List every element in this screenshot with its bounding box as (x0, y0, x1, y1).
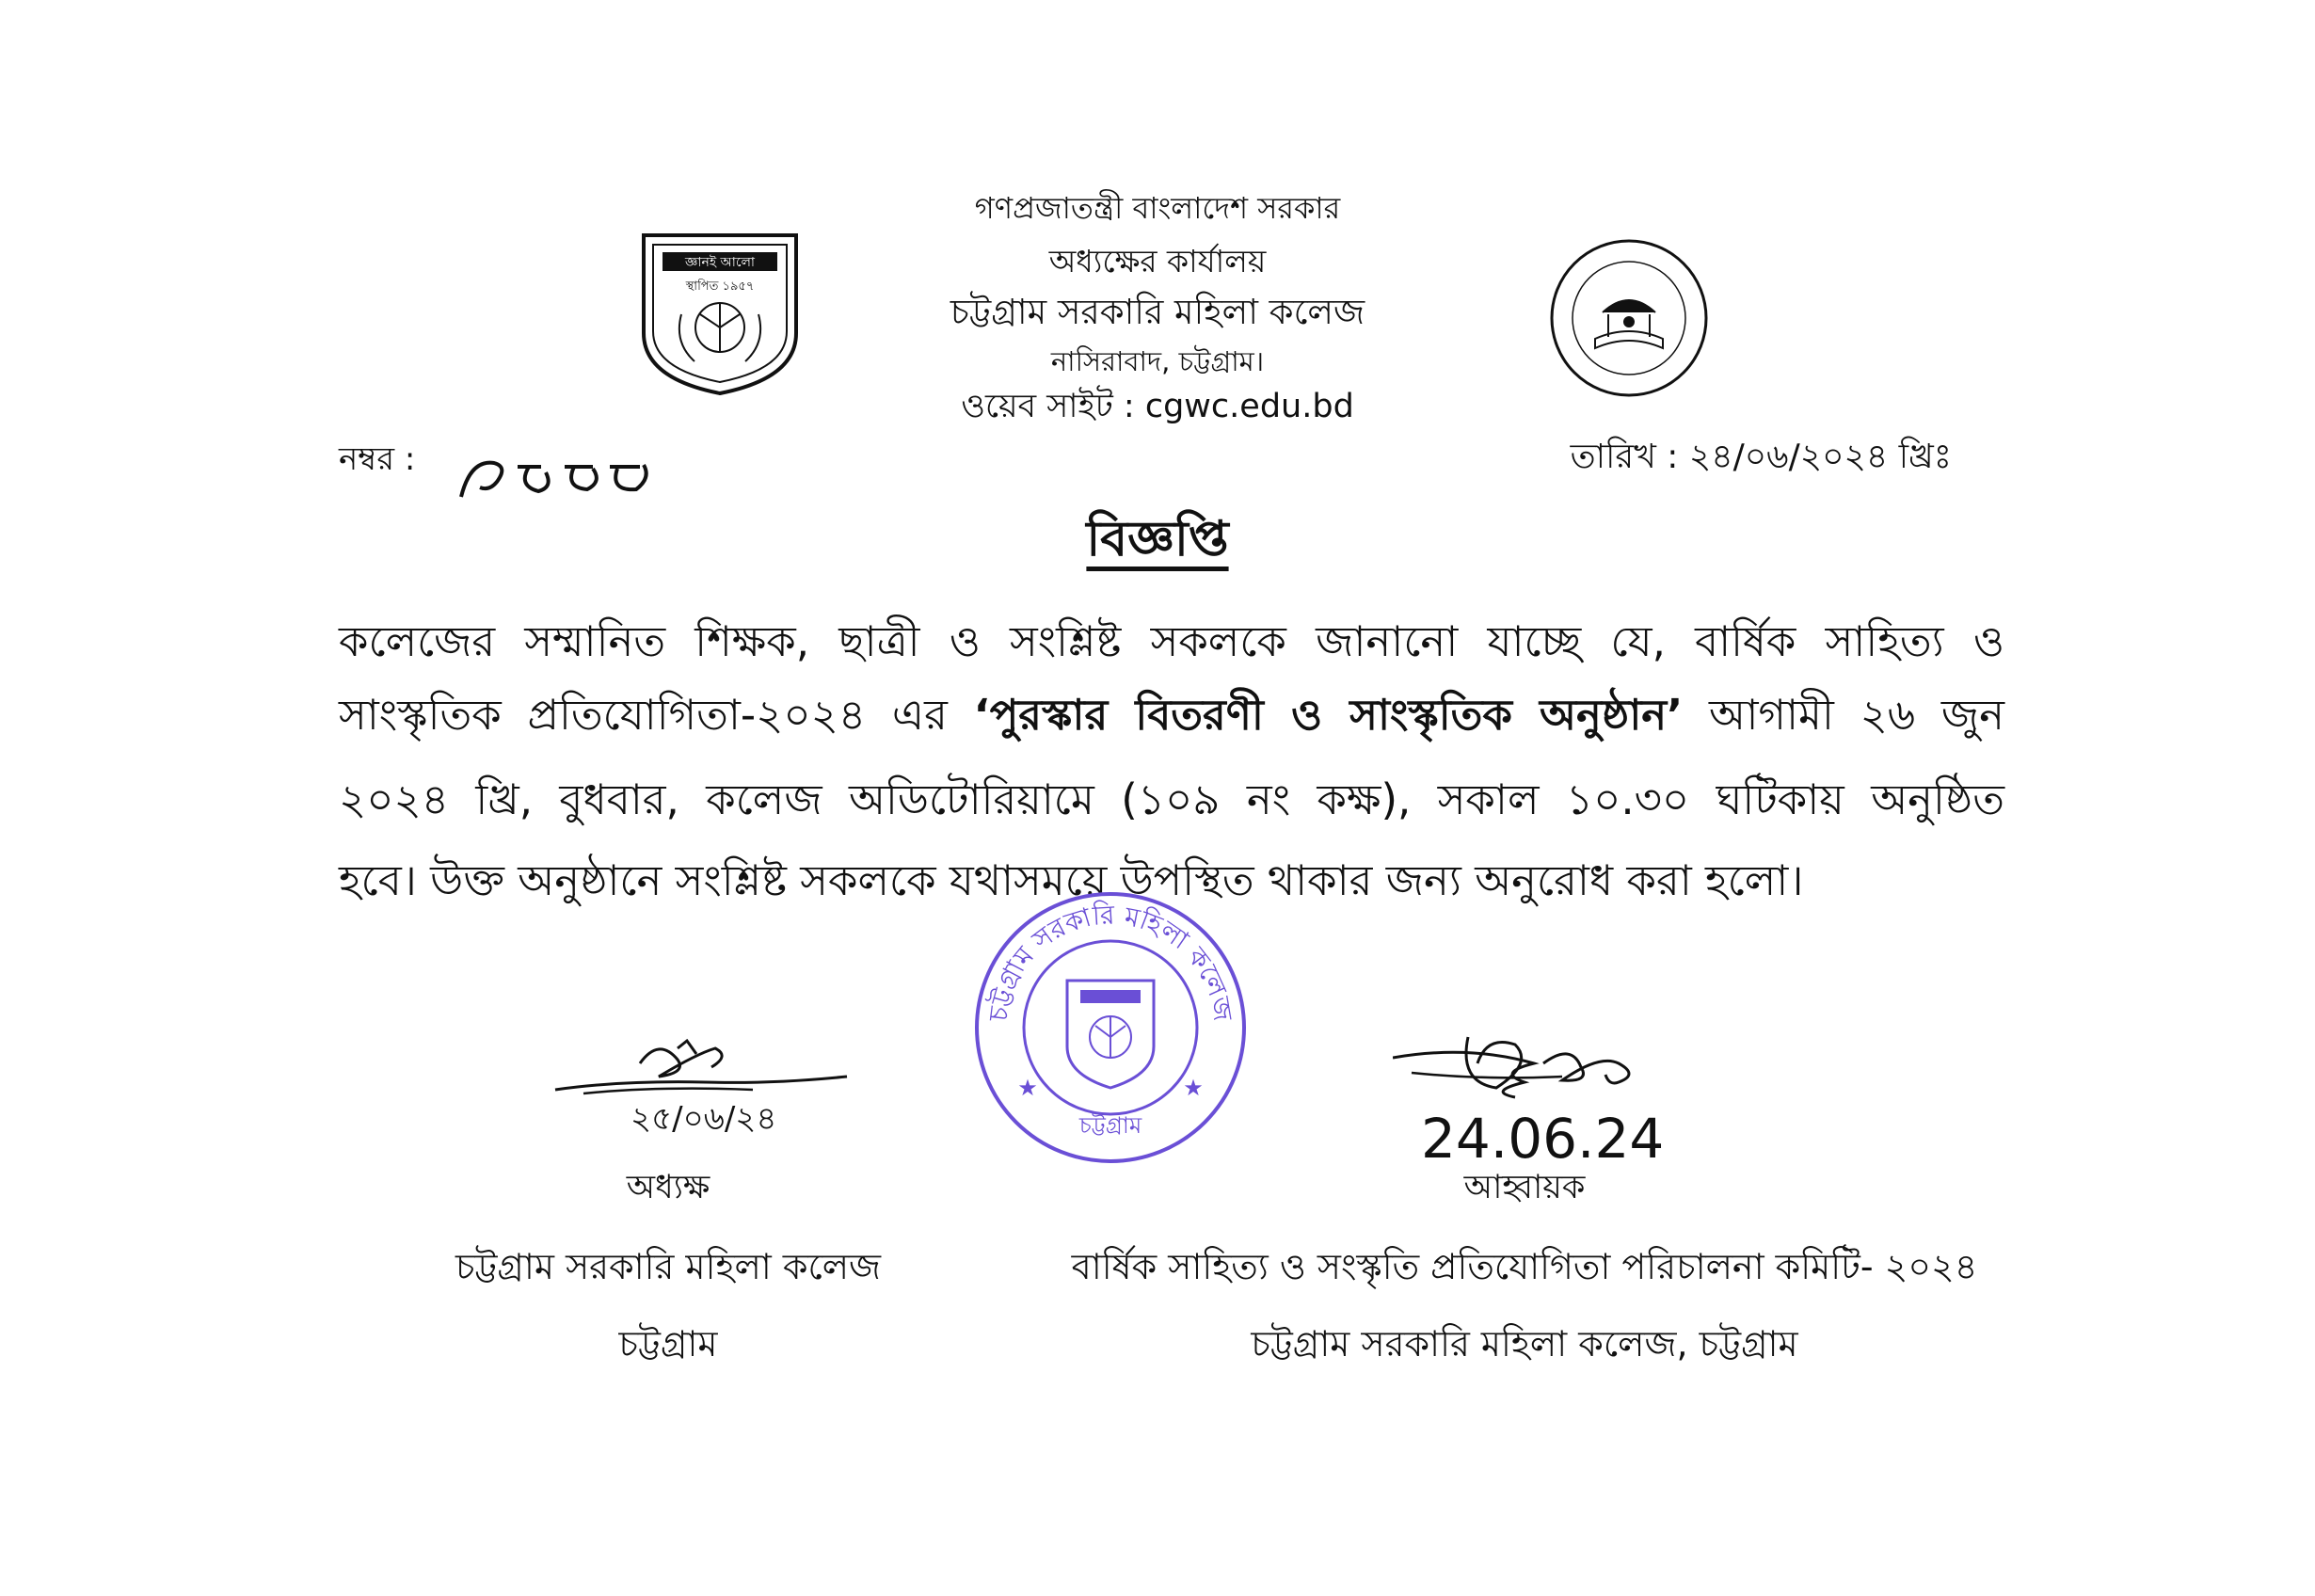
svg-text:24.06.24: 24.06.24 (1421, 1107, 1665, 1167)
body-line-2-end: আগামী ২৬ জুন (1683, 690, 2005, 740)
event-name: ‘পুরস্কার বিতরণী ও সাংস্কৃতিক অনুষ্ঠান’ (973, 690, 1684, 740)
header-website: ওয়েব সাইট : cgwc.edu.bd (961, 388, 1354, 425)
header-college-name: চট্টগ্রাম সরকারি মহিলা কলেজ (950, 292, 1365, 332)
memo-number-label: নম্বর : (339, 440, 416, 478)
memo-date: তারিখ : ২৪/০৬/২০২৪ খ্রিঃ (1570, 438, 1952, 476)
principal-college: চট্টগ্রাম সরকারি মহিলা কলেজ (455, 1246, 882, 1287)
notice-body-line-3: ২০২৪ খ্রি, বুধবার, কলেজ অডিটোরিয়ামে (১০৯ নং কক্ষ), সকাল ১০.৩০ ঘটিকায় অনুষ্ঠিত (339, 774, 2004, 824)
svg-text:জ্ঞানই আলো: জ্ঞানই আলো (685, 255, 755, 270)
header-government: গণপ্রজাতন্ত্রী বাংলাদেশ সরকার (974, 190, 1341, 226)
principal-signature (546, 1035, 856, 1139)
svg-text:★: ★ (1183, 1075, 1204, 1101)
principal-city: চট্টগ্রাম (618, 1323, 718, 1365)
college-seal-stamp (969, 886, 1252, 1169)
convener-title: আহ্বায়ক (1463, 1169, 1586, 1206)
convener-committee: বার্ষিক সাহিত্য ও সংস্কৃতি প্রতিযোগিতা পরিচালনা কমিটি- ২০২৪ (1071, 1246, 1978, 1287)
notice-body-line-4: হবে। উক্ত অনুষ্ঠানে সংশ্লিষ্ট সকলকে যথাসময়ে উপস্থিত থাকার জন্য অনুরোধ করা হলো। (339, 855, 1804, 905)
handwritten-memo-number (452, 450, 678, 506)
education-emblem-logo (1546, 235, 1712, 401)
body-line-2-start: সাংস্কৃতিক প্রতিযোগিতা-২০২৪ এর (339, 690, 974, 740)
svg-text:চট্টগ্রাম: চট্টগ্রাম (1078, 1112, 1142, 1139)
convener-college: চট্টগ্রাম সরকারি মহিলা কলেজ, চট্টগ্রাম (1251, 1323, 1798, 1365)
svg-text:চট্টগ্রাম সরকারি মহিলা কলেজ: চট্টগ্রাম সরকারি মহিলা কলেজ (982, 899, 1239, 1024)
notice-body-line-2 (339, 687, 2004, 743)
header-address: নাসিরাবাদ, চট্টগ্রাম। (1050, 345, 1265, 377)
notice-title: বিজ্ঞপ্তি (1086, 511, 1229, 567)
svg-text:স্থাপিত ১৯৫৭: স্থাপিত ১৯৫৭ (685, 279, 755, 294)
convener-signatory (988, 1161, 2061, 1377)
principal-title: অধ্যক্ষ (626, 1169, 710, 1206)
header-office: অধ্যক্ষের কার্যালয় (1048, 243, 1267, 279)
college-crest-logo (636, 230, 804, 397)
svg-text:★: ★ (1017, 1075, 1038, 1101)
convener-signature (1393, 1026, 1741, 1167)
notice-body-line-1: কলেজের সম্মানিত শিক্ষক, ছাত্রী ও সংশ্লিষ্ট সকলকে জানানো যাচ্ছে যে, বার্ষিক সাহিত্য ও (339, 616, 2005, 666)
principal-signatory (376, 1161, 960, 1377)
svg-text:২৫/০৬/২৪: ২৫/০৬/২৪ (631, 1100, 777, 1138)
